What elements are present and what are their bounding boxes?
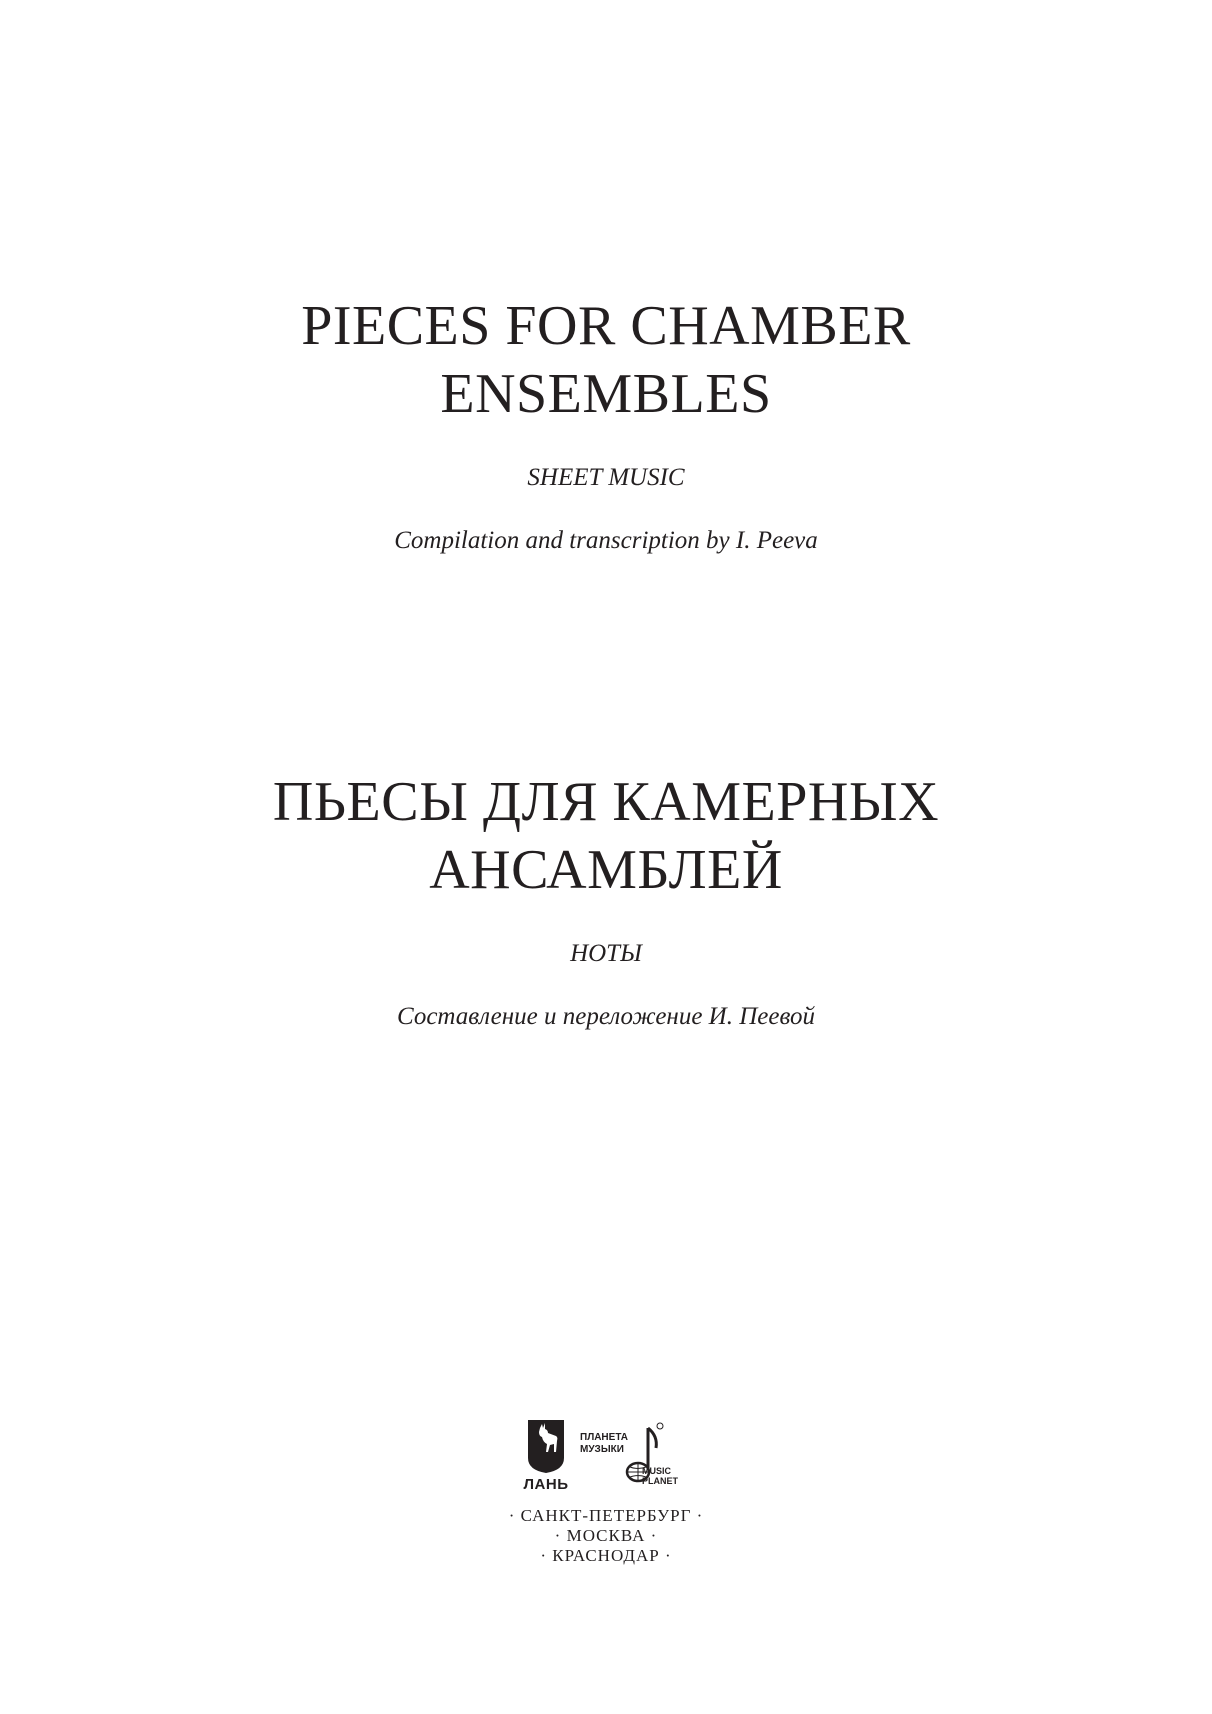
planet-line-2: МУЗЫКИ (580, 1444, 624, 1455)
music-line-1: MUSIC (642, 1466, 671, 1476)
russian-title (0, 768, 1212, 904)
publisher-block (0, 1418, 1212, 1566)
english-credit-text: Compilation and transcription by I. Peeva (394, 527, 818, 554)
english-subtitle-text: SHEET MUSIC (527, 464, 685, 491)
music-planet-text (642, 1466, 678, 1486)
lan-logo (522, 1418, 570, 1493)
music-line-2: PLANET (642, 1476, 678, 1486)
lan-logo-text: ЛАНЬ (523, 1476, 569, 1493)
deer-icon (526, 1418, 566, 1474)
english-title (0, 292, 1212, 428)
publisher-logos (0, 1418, 1212, 1504)
russian-title-line-2: АНСАМБЛЕЙ (429, 839, 783, 901)
russian-subtitle (0, 940, 1212, 968)
russian-subtitle-text: НОТЫ (570, 940, 642, 967)
english-title-line-2: ENSEMBLES (440, 363, 772, 425)
publisher-cities (0, 1506, 1212, 1566)
music-planet-logo (580, 1418, 690, 1498)
city-saint-petersburg: · САНКТ-ПЕТЕРБУРГ · (508, 1506, 704, 1525)
english-subtitle (0, 464, 1212, 492)
planet-line-1: ПЛАНЕТА (580, 1432, 629, 1443)
city-moscow: · МОСКВА · (554, 1526, 658, 1545)
russian-credit-text: Составление и переложение И. Пеевой (396, 1003, 816, 1030)
city-krasnodar: · КРАСНОДАР · (540, 1546, 672, 1565)
english-credit (0, 527, 1212, 555)
russian-title-line-1: ПЬЕСЫ ДЛЯ КАМЕРНЫХ (272, 771, 940, 833)
russian-credit (0, 1003, 1212, 1031)
english-title-line-1: PIECES FOR CHAMBER (301, 295, 911, 357)
